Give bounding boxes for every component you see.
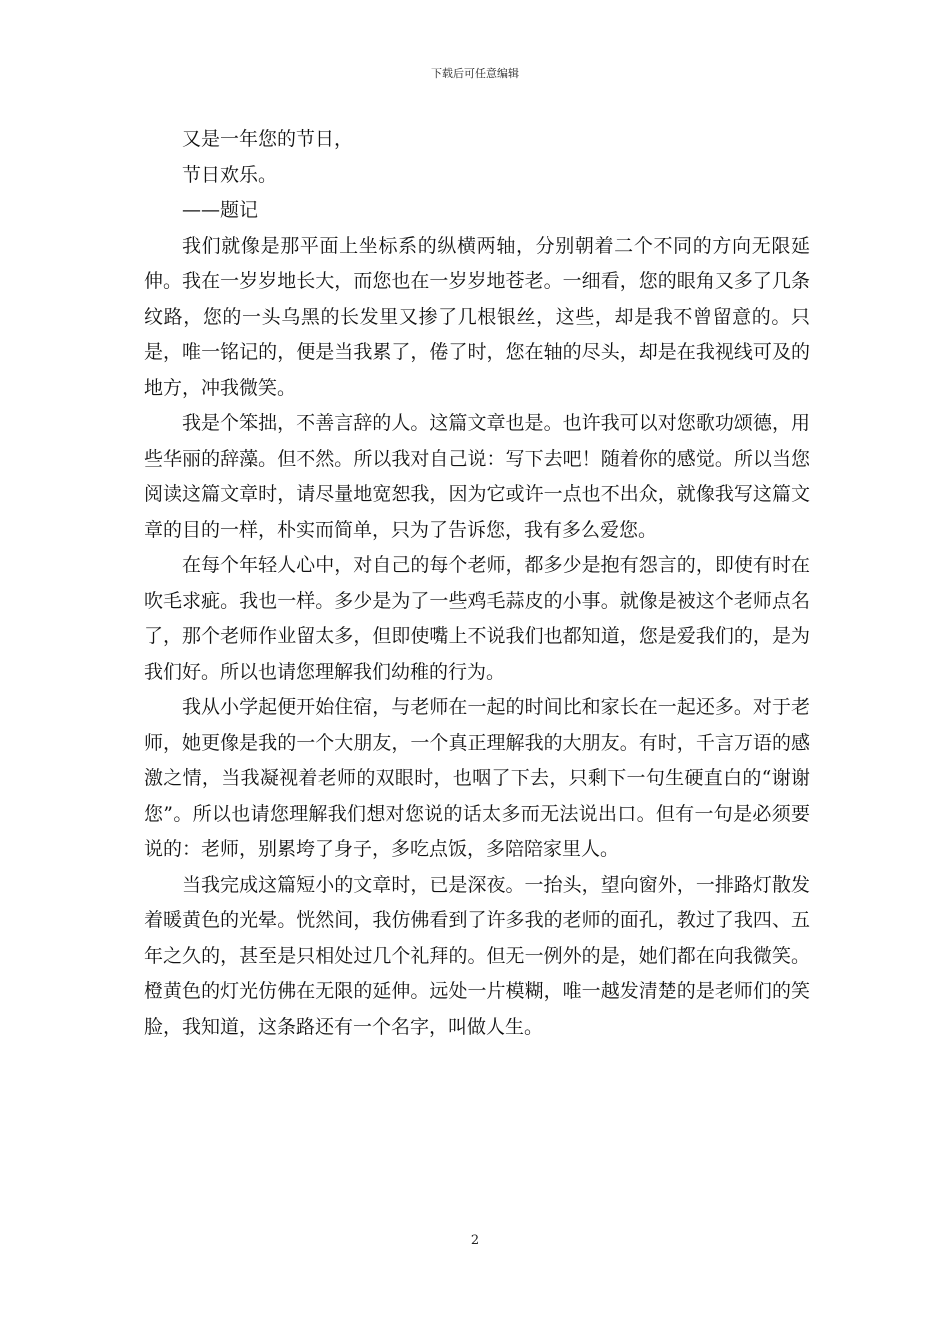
paragraph-dedication-2: 节日欢乐。 bbox=[182, 163, 278, 186]
document-body bbox=[144, 122, 810, 1045]
page-header: 下载后可任意编辑 bbox=[431, 67, 519, 80]
paragraph-epigraph-tag: ——题记 bbox=[182, 199, 259, 221]
paragraph-4: 我从小学起便开始住宿，与老师在一起的时间比和家长在一起还多。对于老师，她更像是我的一个大朋友，一个真正理解我的大朋友。有时，千言万语的感激之情，当我凝视着老师的双眼时，也咽了下去，只剩下一句生硬直白的“谢谢您”。所以也请您理解我们想对您说的话太多而无法说出口。但有一句是必须要说的：老师，别累垮了身子，多吃点饭，多陪陪家里人。 bbox=[144, 696, 810, 860]
paragraph-dedication-1: 又是一年您的节日， bbox=[182, 128, 354, 150]
paragraph-2: 我是个笨拙，不善言辞的人。这篇文章也是。也许我可以对您歌功颂德，用些华丽的辞藻。但不然。所以我对自己说：写下去吧！随着你的感觉。所以当您阅读这篇文章时，请尽量地宽恕我，因为它或许一点也不出众，就像我写这篇文章的目的一样，朴实而简单，只为了告诉您，我有多么爱您。 bbox=[144, 412, 810, 541]
paragraph-3: 在每个年轻人心中，对自己的每个老师，都多少是抱有怨言的，即使有时在吹毛求疵。我也一样。多少是为了一些鸡毛蒜皮的小事。就像是被这个老师点名了，那个老师作业留太多，但即使嘴上不说我们也都知道，您是爱我们的，是为我们好。所以也请您理解我们幼稚的行为。 bbox=[144, 554, 810, 683]
paragraph-5: 当我完成这篇短小的文章时，已是深夜。一抬头，望向窗外，一排路灯散发着暖黄色的光晕。恍然间，我仿佛看到了许多我的老师的面孔，教过了我四、五年之久的，甚至是只相处过几个礼拜的。但无一例外的是，她们都在向我微笑。橙黄色的灯光仿佛在无限的延伸。远处一片模糊，唯一越发清楚的是老师们的笑脸，我知道，这条路还有一个名字，叫做人生。 bbox=[144, 873, 810, 1038]
page-number: 2 bbox=[470, 1233, 480, 1248]
paragraph-1: 我们就像是那平面上坐标系的纵横两轴，分别朝着二个不同的方向无限延伸。我在一岁岁地长大，而您也在一岁岁地苍老。一细看，您的眼角又多了几条纹路，您的一头乌黑的长发里又掺了几根银丝，这些，却是我不曾留意的。只是，唯一铭记的，便是当我累了，倦了时，您在轴的尽头，却是在我视线可及的地方，冲我微笑。 bbox=[144, 234, 810, 399]
